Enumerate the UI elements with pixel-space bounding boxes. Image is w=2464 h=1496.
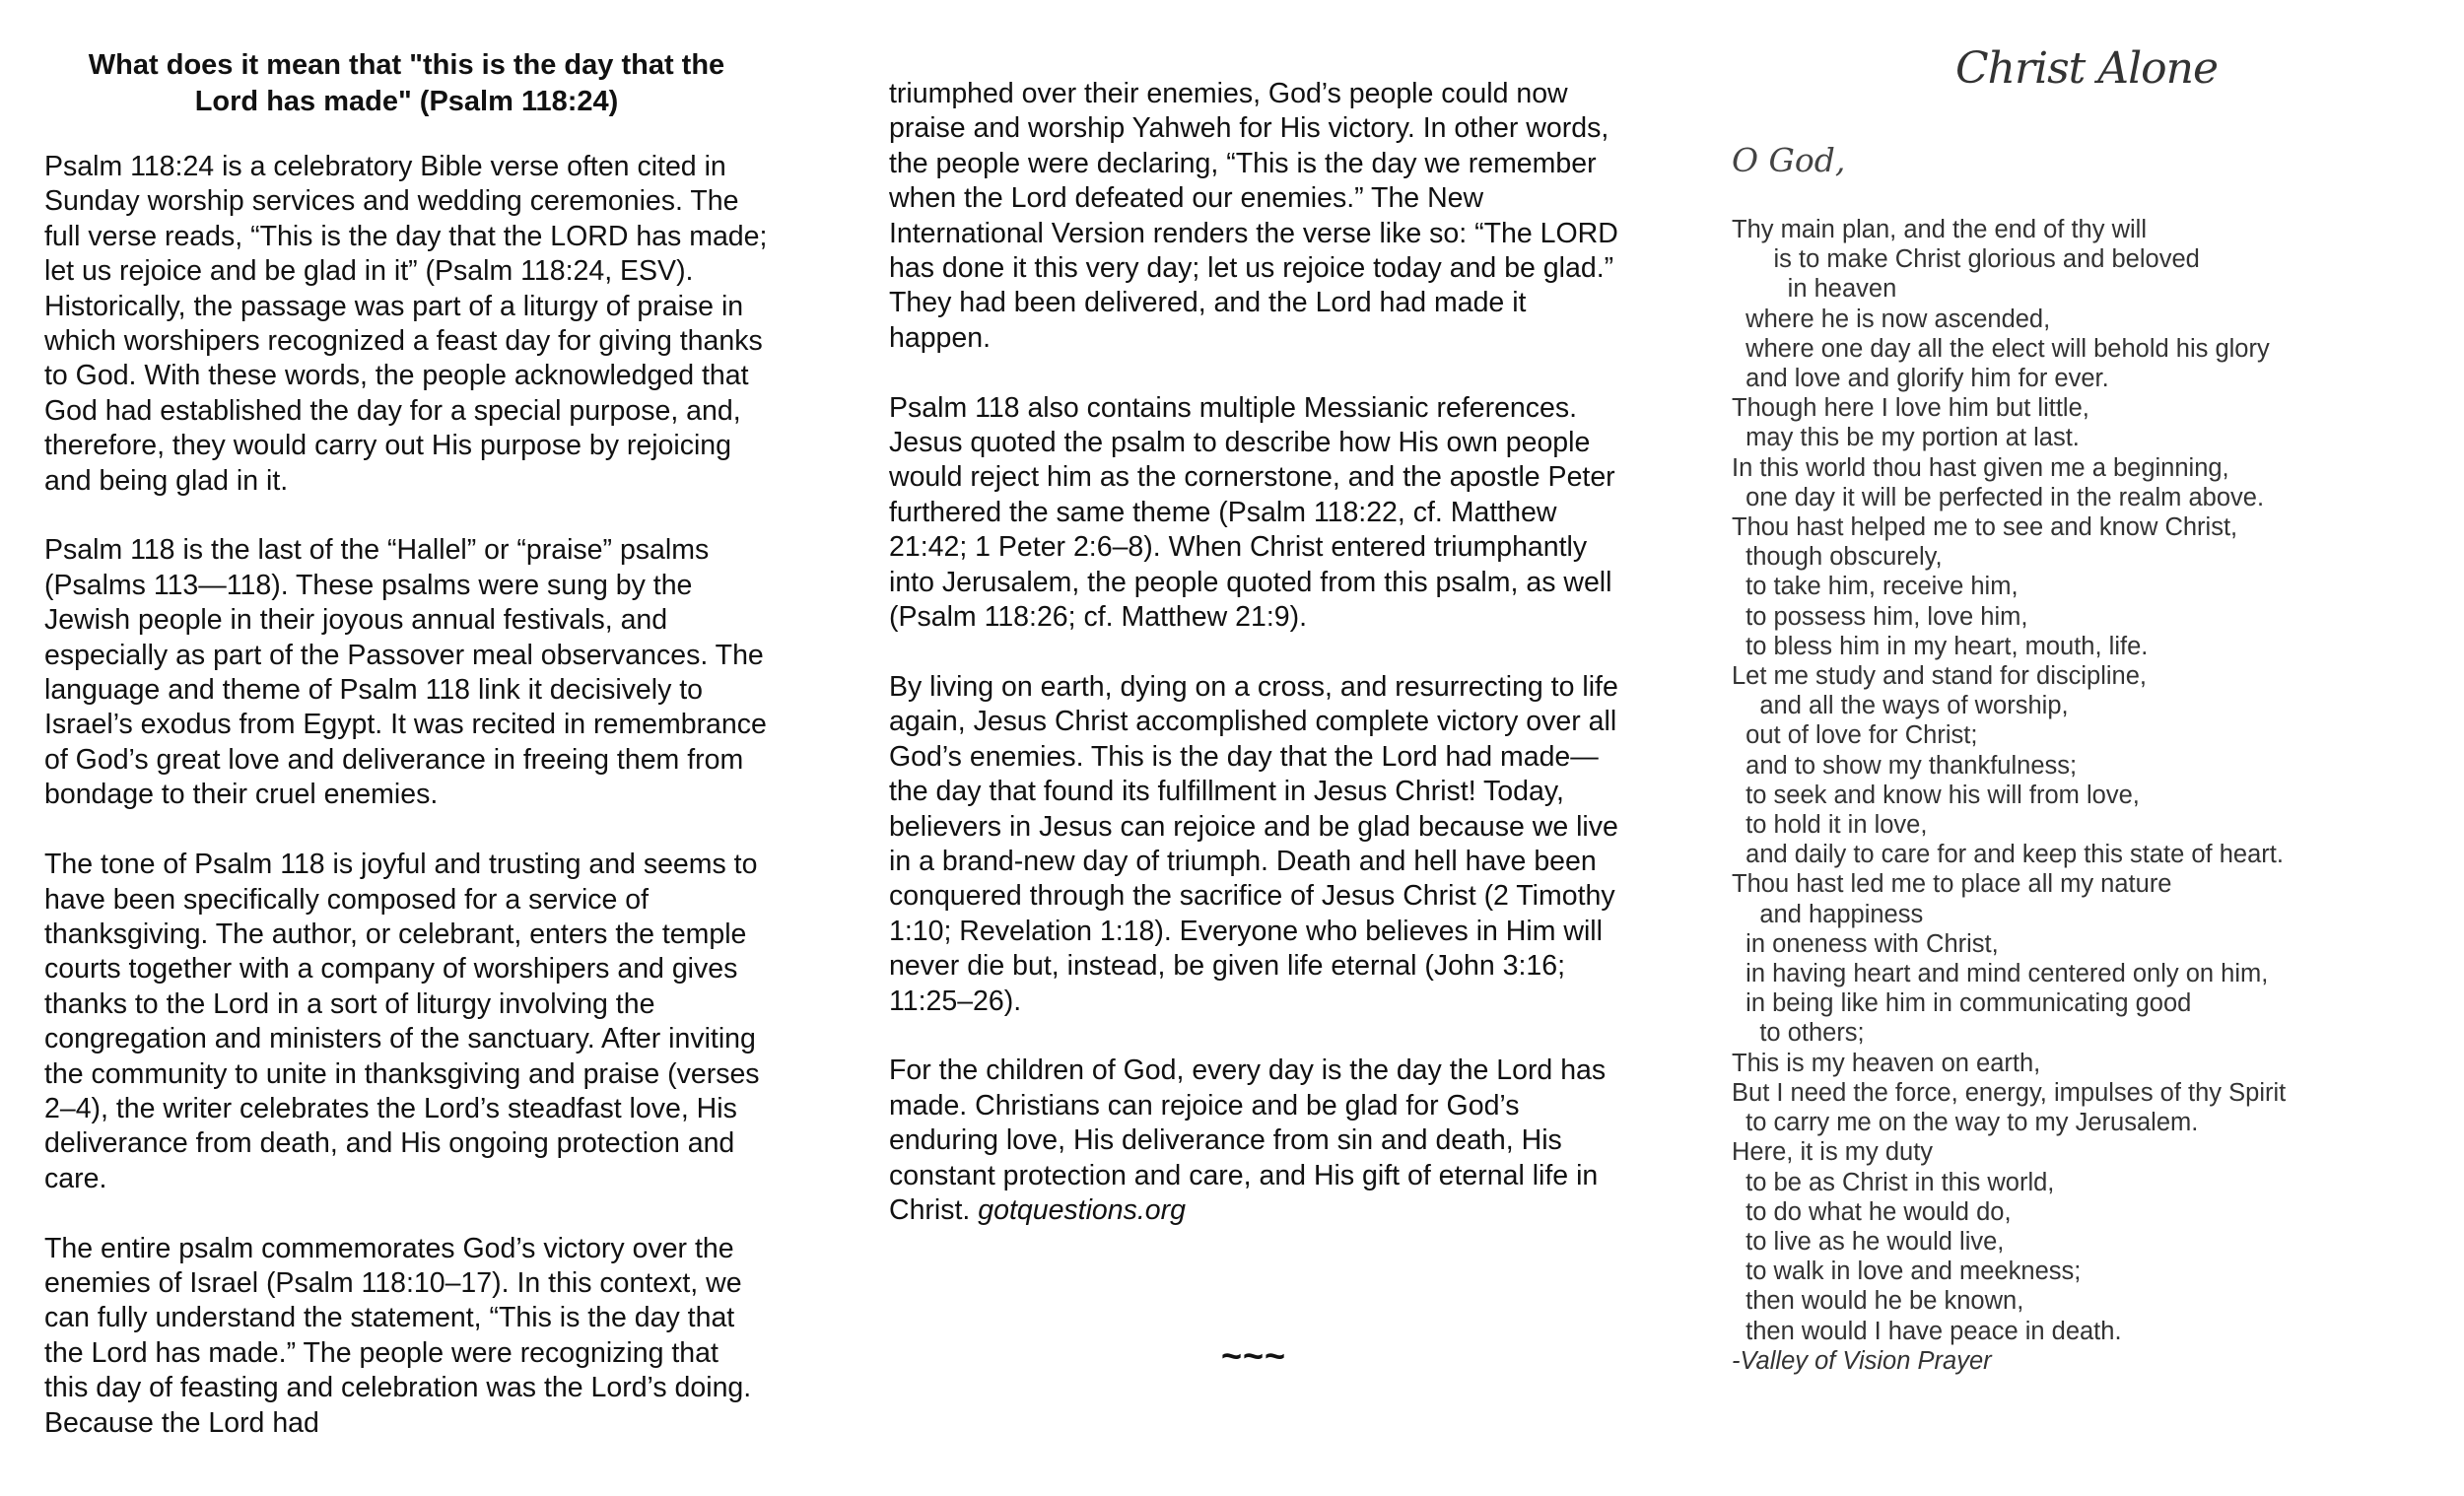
section-separator: ~~~ <box>1220 1335 1287 1376</box>
prayer-line: Thy main plan, and the end of thy will <box>1732 216 2147 243</box>
prayer-line: In this world thou hast given me a beginning, <box>1732 453 2229 482</box>
prayer-body <box>1732 215 2441 1376</box>
paragraph-3: The tone of Psalm 118 is joyful and trusting and seems to have been specifically composed for a service of thanksgiving. The author, or celebrant, enters the temple courts together with a company of worshipers and gives thanks to the Lord in a sort of liturgy involving the congregation and ministers of the sanctuary. After inviting the community to unite in thanksgiving and praise (verses 2–4), the writer celebrates the Lord’s steadfast love, His deliverance from death, and His ongoing protection and care. <box>44 849 760 1194</box>
prayer-line: and happiness <box>1732 900 1924 928</box>
prayer-line: to do what he would do, <box>1732 1197 2012 1226</box>
prayer-line: to others; <box>1732 1019 1865 1048</box>
article-body <box>44 150 769 1441</box>
article-title-line-2: Lord has made" (Psalm 118:24) <box>194 86 619 117</box>
prayer-line: Thou hast led me to place all my nature <box>1732 870 2172 899</box>
prayer-line: where he is now ascended, <box>1732 305 2051 333</box>
prayer-line: and love and glorify him for ever. <box>1732 365 2109 393</box>
prayer-line: But I need the force, energy, impulses of thy Spirit <box>1732 1078 2287 1107</box>
prayer-line: in heaven <box>1732 275 1897 304</box>
paragraph-2: Psalm 118 is the last of the “Hallel” or “praise” psalms (Psalms 113—118). These psalms were sung by the Jewish people in their joyous annual festivals, and especially as part of the Passover meal observances. The language and theme of Psalm 118 link it decisively to Israel’s exodus from Egypt. It was recited in remembrance of God’s great love and deliverance in freeing them from bondage to their cruel enemies. <box>44 534 767 811</box>
paragraph-1: Psalm 118:24 is a celebratory Bible verse often cited in Sunday worship services and wedding ceremonies. The full verse reads, “This is the day that the LORD has made; let us rejoice and be glad in it” (Psalm 118:24, ESV). Historically, the passage was part of a liturgy of praise in which worshipers recognized a feast day for giving thanks to God. With these words, the people acknowledged that God had established the day for a special purpose, and, therefore, they would carry out His purpose by rejoicing and being glad in it. <box>44 151 768 497</box>
prayer-line: and all the ways of worship, <box>1732 692 2069 720</box>
prayer-line: Let me study and stand for discipline, <box>1732 662 2147 691</box>
prayer-line: then would he be known, <box>1732 1287 2024 1316</box>
prayer-line: to be as Christ in this world, <box>1732 1168 2055 1196</box>
prayer-line: to live as he would live, <box>1732 1227 2005 1256</box>
prayer-line: to carry me on the way to my Jerusalem. <box>1732 1109 2199 1137</box>
prayer-salutation: O God, <box>1732 141 1846 179</box>
prayer-line: then would I have peace in death. <box>1732 1317 2122 1345</box>
article-title-line-1: What does it mean that "this is the day that the <box>88 49 725 81</box>
prayer-line: out of love for Christ; <box>1732 721 1978 750</box>
prayer-line: where one day all the elect will behold his glory <box>1732 334 2270 363</box>
paragraph-7: By living on earth, dying on a cross, and resurrecting to life again, Jesus Christ accomplished complete victory over all God’s enemies. This is the day that the Lord had made—the day that found its fulfillment in Jesus Christ! Today, believers in Jesus can rejoice and be glad because we live in a brand-new day of triumph. Death and hell have been conquered through the sacrifice of Jesus Christ (2 Timothy 1:10; Revelation 1:18). Everyone who believes in Him will never die but, instead, be given life eternal (John 3:16; 11:25–26). <box>889 670 1618 1017</box>
prayer-attribution: -Valley of Vision Prayer <box>1732 1346 1992 1375</box>
prayer-line: to hold it in love, <box>1732 811 1928 840</box>
prayer-line: though obscurely, <box>1732 543 1943 572</box>
prayer-line: in oneness with Christ, <box>1732 929 1999 958</box>
prayer-line: is to make Christ glorious and beloved <box>1732 245 2200 274</box>
paragraph-4: The entire psalm commemorates God’s victory over the enemies of Israel (Psalm 118:10–17). In this context, we can fully understand the statement, “This is the day that the Lord has made.” The people were recognizing that this day of feasting and celebration was the Lord’s doing. Because the Lord had <box>44 1232 752 1439</box>
paragraph-6: Psalm 118 also contains multiple Messianic references. Jesus quoted the psalm to describe how His own people would reject him as the cornerstone, and the apostle Peter furthered the same theme (Psalm 118:22, cf. Matthew 21:42; 1 Peter 2:6–8). When Christ entered triumphantly into Jerusalem, the people quoted from this psalm, as well (Psalm 118:26; cf. Matthew 21:9). <box>889 391 1615 634</box>
source-credit: gotquestions.org <box>978 1193 1186 1226</box>
prayer-line: and daily to care for and keep this state of heart. <box>1732 841 2284 869</box>
paragraph-8 <box>889 1054 1618 1228</box>
prayer-title: Christ Alone <box>1954 43 2219 94</box>
paragraph-5: triumphed over their enemies, God’s people could now praise and worship Yahweh for His victory. In other words, the people were declaring, “This is the day we remember when the Lord defeated our enemies.” The New International Version renders the verse like so: “The LORD has done it this very day; let us rejoice today and be glad.” They had been delivered, and the Lord had made it happen. <box>889 78 1618 354</box>
prayer-line: to take him, receive him, <box>1732 573 2019 601</box>
prayer-line: Thou hast helped me to see and know Christ, <box>1732 513 2238 542</box>
prayer-line: Here, it is my duty <box>1732 1138 1934 1167</box>
prayer-line: to bless him in my heart, mouth, life. <box>1732 632 2149 660</box>
prayer-line: in being like him in communicating good <box>1732 989 2192 1018</box>
prayer-line: one day it will be perfected in the realm above. <box>1732 483 2265 511</box>
final-paragraph-text: For the children of God, every day is the day the Lord has made. Christians can rejoice and be glad for God’s enduring love, His deliverance from sin and death, His constant protection and care, and His gift of eternal life in Christ. <box>889 1054 1607 1226</box>
prayer-line: to seek and know his will from love, <box>1732 781 2140 809</box>
article-title <box>44 47 769 120</box>
prayer-line: to walk in love and meekness; <box>1732 1258 2082 1286</box>
prayer-line: Though here I love him but little, <box>1732 394 2089 423</box>
article-body-continued <box>889 77 1618 1263</box>
prayer-line: in having heart and mind centered only on him, <box>1732 960 2269 988</box>
prayer-line: and to show my thankfulness; <box>1732 751 2078 780</box>
prayer-line: This is my heaven on earth, <box>1732 1049 2041 1077</box>
prayer-line: to possess him, love him, <box>1732 602 2028 631</box>
prayer-line: may this be my portion at last. <box>1732 424 2080 452</box>
